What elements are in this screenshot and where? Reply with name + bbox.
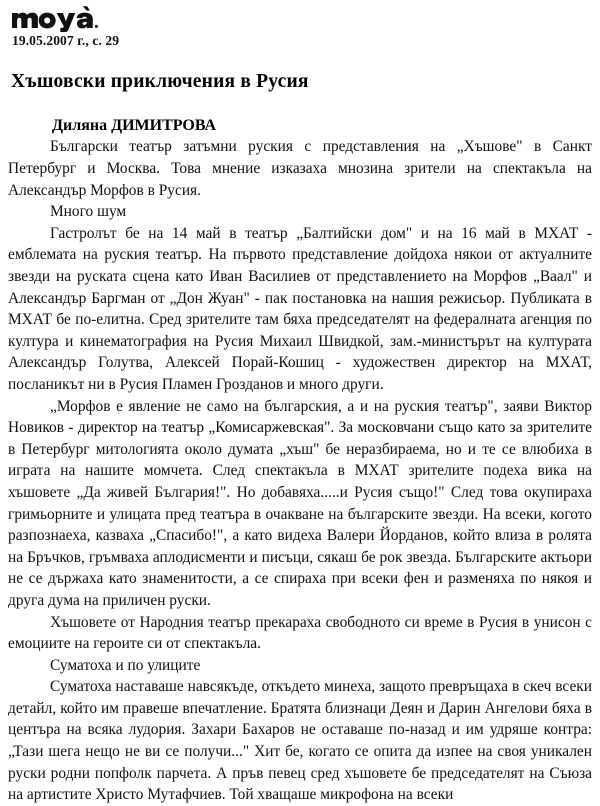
article-paragraph: Български театър затъмни руския с представления на „Хъшове" в Санкт Петербург и Москва. Това мнение изказаха мнозина зрители на спектакъла на Александър Морфов в Русия. [8,138,592,199]
masthead [11,6,594,49]
article-body [5,116,594,806]
moya-logo [11,6,107,32]
article-paragraph: Хъшовете от Народния театър прекараха свободното си време в Русия в унисон с емоциите на героите си от спектакъла. [8,613,592,653]
page-title: Хъшовски приключения в Русия [11,70,309,92]
article-paragraph: Суматоха наставаше навсякъде, откъдето минеха, защото превръщаха в скеч всеки детайл, който им правеше впечатление. Братята близнаци Деян и Дарин Ангелови бяха в центъра на всяка лудория. Захари Бахаров не оставаше по-назад и им удряше контра: „Тази шега нещо не ви се получи..." Хит бе, когато се опита да изпее на своя уникален руски родни попфолк парчета. А пръв певец сред хъшовете бе председателят на Съюза на артистите Христо Мутафчиев. Той хващаше микрофона на всеки [8,678,592,804]
article-subheading: Суматоха и по улиците [50,656,201,674]
article-subheading: Много шум [50,203,127,221]
dateline: 19.05.2007 г., с. 29 [12,33,120,48]
article-paragraph: „Морфов е явление не само на българския, а и на руския театър", заяви Виктор Новиков - директор на театър „Комисаржевская". За московчани също като за зрителите в Петербург митологията около думата „хъш" бе неразбираема, но и те се влюбиха в играта на нашите момчета. След спектакъла в МХАТ зрителите подеха вика на хъшовете „Да живей България!". Но добавяха.....и Русия също!" След това окупираха гримьорните и улицата пред театъра в очакване на българските звезди. На всеки, когото разпознаеха, казваха „Спасибо!", а като видеха Валери Йорданов, който влиза в ролята на Бръчков, гръмваха аплодисменти и писъци, сякаш бе рок звезда. Българските актьори не се държаха като знаменитости, а се спираха при всеки фен и разменяха по някоя и друга дума на приличен руски. [8,397,592,609]
article-paragraph: Гастролът бе на 14 май в театър „Балтийски дом" и на 16 май в МХАТ - емблемата на руския театър. На първото представление дойдоха някои от актуалните звезди на руската сцена като Иван Василиев от представлението на Морфов „Ваал" и Александър Баргман от „Дон Жуан" - пак постановка на нашия режисьор. Публиката в МХАТ бе по-елитна. Сред зрителите там бяха председателят на федералната агенция по култура и кинематография на Русия Михаил Швидкой, зам.-министърът на културата Александър Голутва, Алексей Порай-Кошиц - художествен директор на МХАТ, посланикът ни в Русия Пламен Грозданов и много други. [8,224,592,393]
article-blocks [8,136,592,805]
byline: Диляна ДИМИТРОВА [52,117,217,135]
